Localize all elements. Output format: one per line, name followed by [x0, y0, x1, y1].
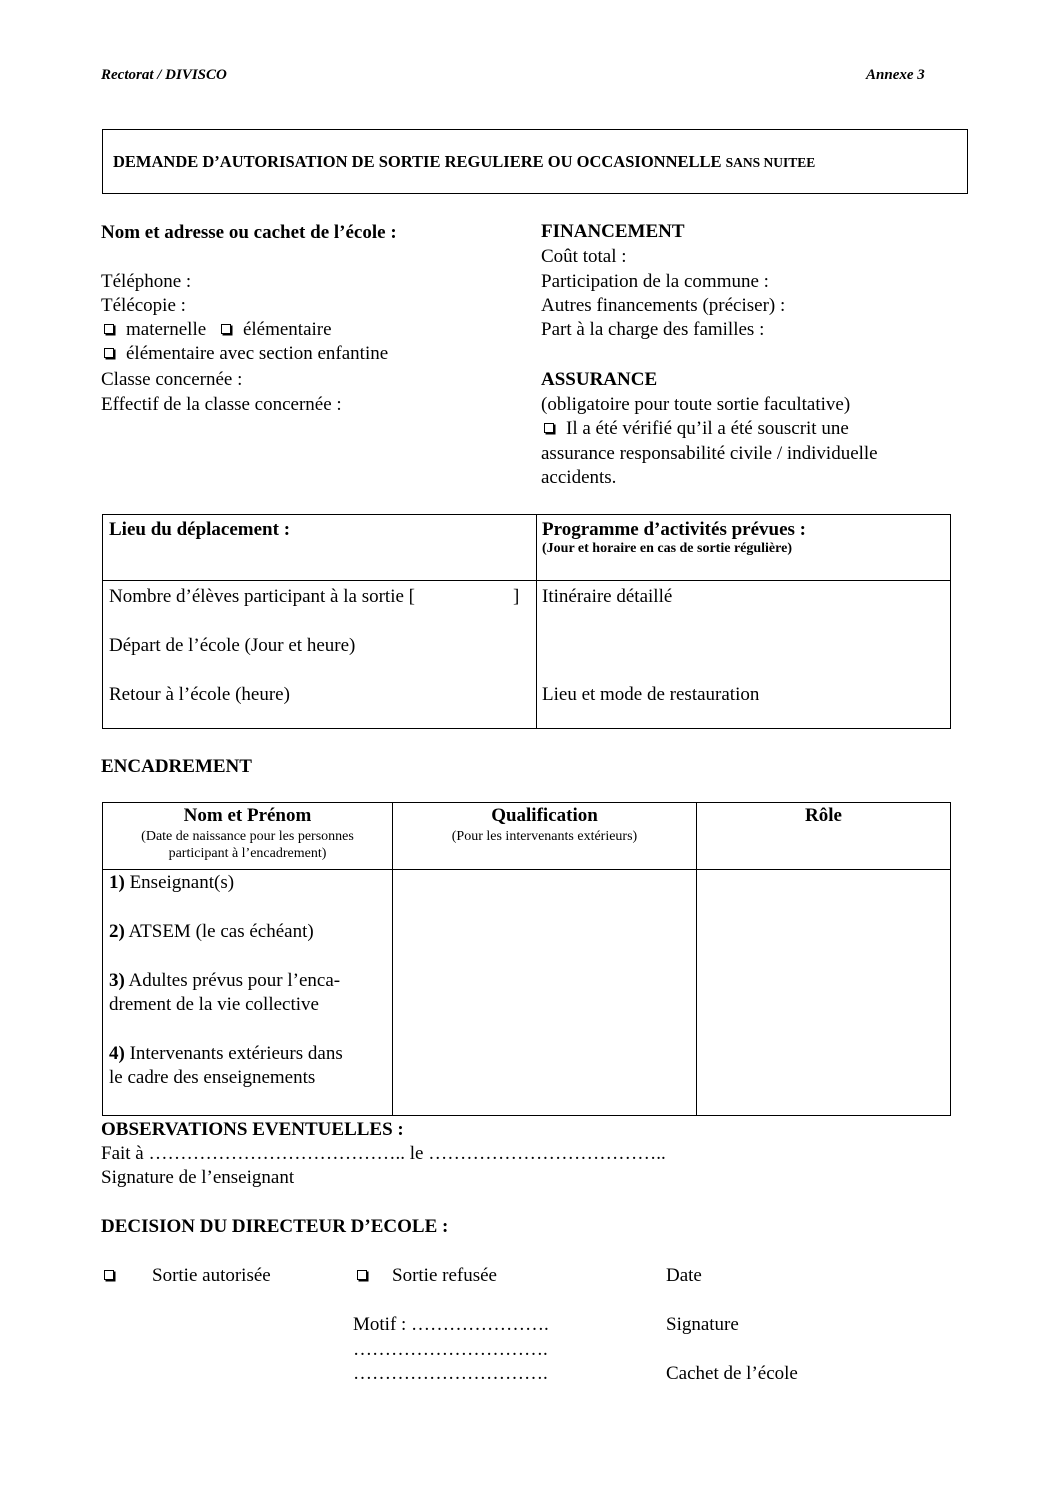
header-right: Annexe 3	[866, 67, 925, 83]
role-cell[interactable]	[697, 870, 951, 1116]
title-main: DEMANDE D’AUTORISATION DE SORTIE REGULIERE OU OCCASIONNELLE	[113, 152, 722, 171]
col-nom-note2: participant à l’encadrement)	[168, 846, 327, 861]
elementaire-label: élémentaire	[242, 319, 332, 340]
col-qualif-note: (Pour les intervenants extérieurs)	[451, 829, 638, 844]
qualification-cell[interactable]	[393, 870, 697, 1116]
assurance-line1: Il a été vérifié qu’il a été souscrit une	[566, 418, 849, 439]
assurance-heading: ASSURANCE	[541, 369, 658, 390]
section-enfantine-checkbox[interactable]	[104, 348, 114, 358]
effectif-label: Effectif de la classe concernée :	[101, 394, 342, 415]
col-nom-note1: (Date de naissance pour les personnes	[141, 829, 354, 844]
col-nom-title: Nom et Prénom	[183, 805, 312, 826]
nom-cell	[103, 870, 393, 1116]
fait-a-line: Fait à ………………………………….. le ………………………………..	[101, 1143, 666, 1164]
maternelle-checkbox[interactable]	[104, 324, 114, 334]
autorisee-option	[104, 1264, 114, 1288]
telephone-label: Téléphone :	[101, 271, 192, 292]
section-option	[104, 342, 388, 366]
programme-cell	[537, 515, 951, 581]
motif-dots-1: ………………………….	[353, 1339, 548, 1360]
cout-total-label: Coût total :	[541, 246, 627, 267]
decision-signature-label: Signature	[666, 1314, 739, 1335]
classe-label: Classe concernée :	[101, 369, 243, 390]
col-nom-header	[103, 803, 393, 870]
programme-note: (Jour et horaire en cas de sortie régulière)	[542, 541, 792, 556]
row-adultes-cont: drement de la vie collective	[109, 994, 319, 1015]
lieu-cell	[103, 515, 537, 581]
row-intervenants-cont: le cadre des enseignements	[109, 1067, 316, 1088]
section-enfantine-label: élémentaire avec section enfantine	[126, 343, 389, 364]
decision-date-label: Date	[666, 1265, 702, 1286]
depart-label: Départ de l’école (Jour et heure)	[109, 635, 356, 656]
row-intervenants: 4) Intervenants extérieurs dans	[109, 1043, 343, 1064]
col-qualif-title: Qualification	[491, 805, 598, 826]
decision-heading: DECISION DU DIRECTEUR D’ECOLE :	[101, 1216, 449, 1237]
motif-dots-2: ………………………….	[353, 1363, 548, 1384]
cachet-label: Cachet de l’école	[666, 1363, 798, 1384]
lieu-heading: Lieu du déplacement :	[109, 519, 291, 540]
deplacement-table	[102, 514, 951, 729]
programme-heading: Programme d’activités prévues :	[542, 519, 806, 540]
row-enseignants: 1) Enseignant(s)	[109, 872, 235, 893]
details-right-cell	[537, 581, 951, 729]
col-qualif-header	[393, 803, 697, 870]
page-title	[113, 152, 815, 172]
assurance-checkbox[interactable]	[544, 423, 554, 433]
autres-financements-label: Autres financements (préciser) :	[541, 295, 786, 316]
refusee-checkbox[interactable]	[357, 1270, 367, 1280]
refusee-option	[357, 1264, 367, 1288]
title-box	[102, 129, 968, 194]
nombre-eleves-label: Nombre d’élèves participant à la sortie [	[109, 586, 415, 607]
observations-heading: OBSERVATIONS EVENTUELLES :	[101, 1119, 404, 1140]
header-left: Rectorat / DIVISCO	[101, 67, 227, 83]
encadrement-table	[102, 802, 951, 1116]
assurance-line3: accidents.	[541, 467, 617, 488]
financement-heading: FINANCEMENT	[541, 221, 685, 242]
encadrement-heading: ENCADREMENT	[101, 756, 252, 777]
familles-label: Part à la charge des familles :	[541, 319, 765, 340]
row-adultes: 3) Adultes prévus pour l’enca-	[109, 970, 341, 991]
autorisee-label: Sortie autorisée	[152, 1265, 271, 1286]
title-suffix: SANS NUITEE	[725, 155, 816, 170]
col-role-title: Rôle	[805, 805, 842, 826]
commune-label: Participation de la commune :	[541, 271, 769, 292]
signature-enseignant: Signature de l’enseignant	[101, 1167, 295, 1188]
nombre-eleves-close: ]	[513, 586, 520, 607]
ecole-heading: Nom et adresse ou cachet de l’école :	[101, 222, 397, 243]
col-role-header	[697, 803, 951, 870]
school-type-options	[104, 318, 332, 342]
itineraire-label: Itinéraire détaillé	[542, 586, 673, 607]
retour-label: Retour à l’école (heure)	[109, 684, 290, 705]
elementaire-checkbox[interactable]	[221, 324, 231, 334]
assurance-note: (obligatoire pour toute sortie facultative)	[541, 394, 851, 415]
motif-label: Motif : ………………….	[353, 1314, 549, 1335]
maternelle-label: maternelle	[126, 319, 207, 340]
row-atsem: 2) ATSEM (le cas échéant)	[109, 921, 314, 942]
assurance-line2: assurance responsabilité civile / individuelle	[541, 443, 878, 464]
autorisee-checkbox[interactable]	[104, 1270, 114, 1280]
details-left-cell	[103, 581, 537, 729]
refusee-label: Sortie refusée	[392, 1265, 497, 1286]
assurance-check-row	[544, 417, 849, 441]
telecopie-label: Télécopie :	[101, 295, 186, 316]
restauration-label: Lieu et mode de restauration	[542, 684, 760, 705]
